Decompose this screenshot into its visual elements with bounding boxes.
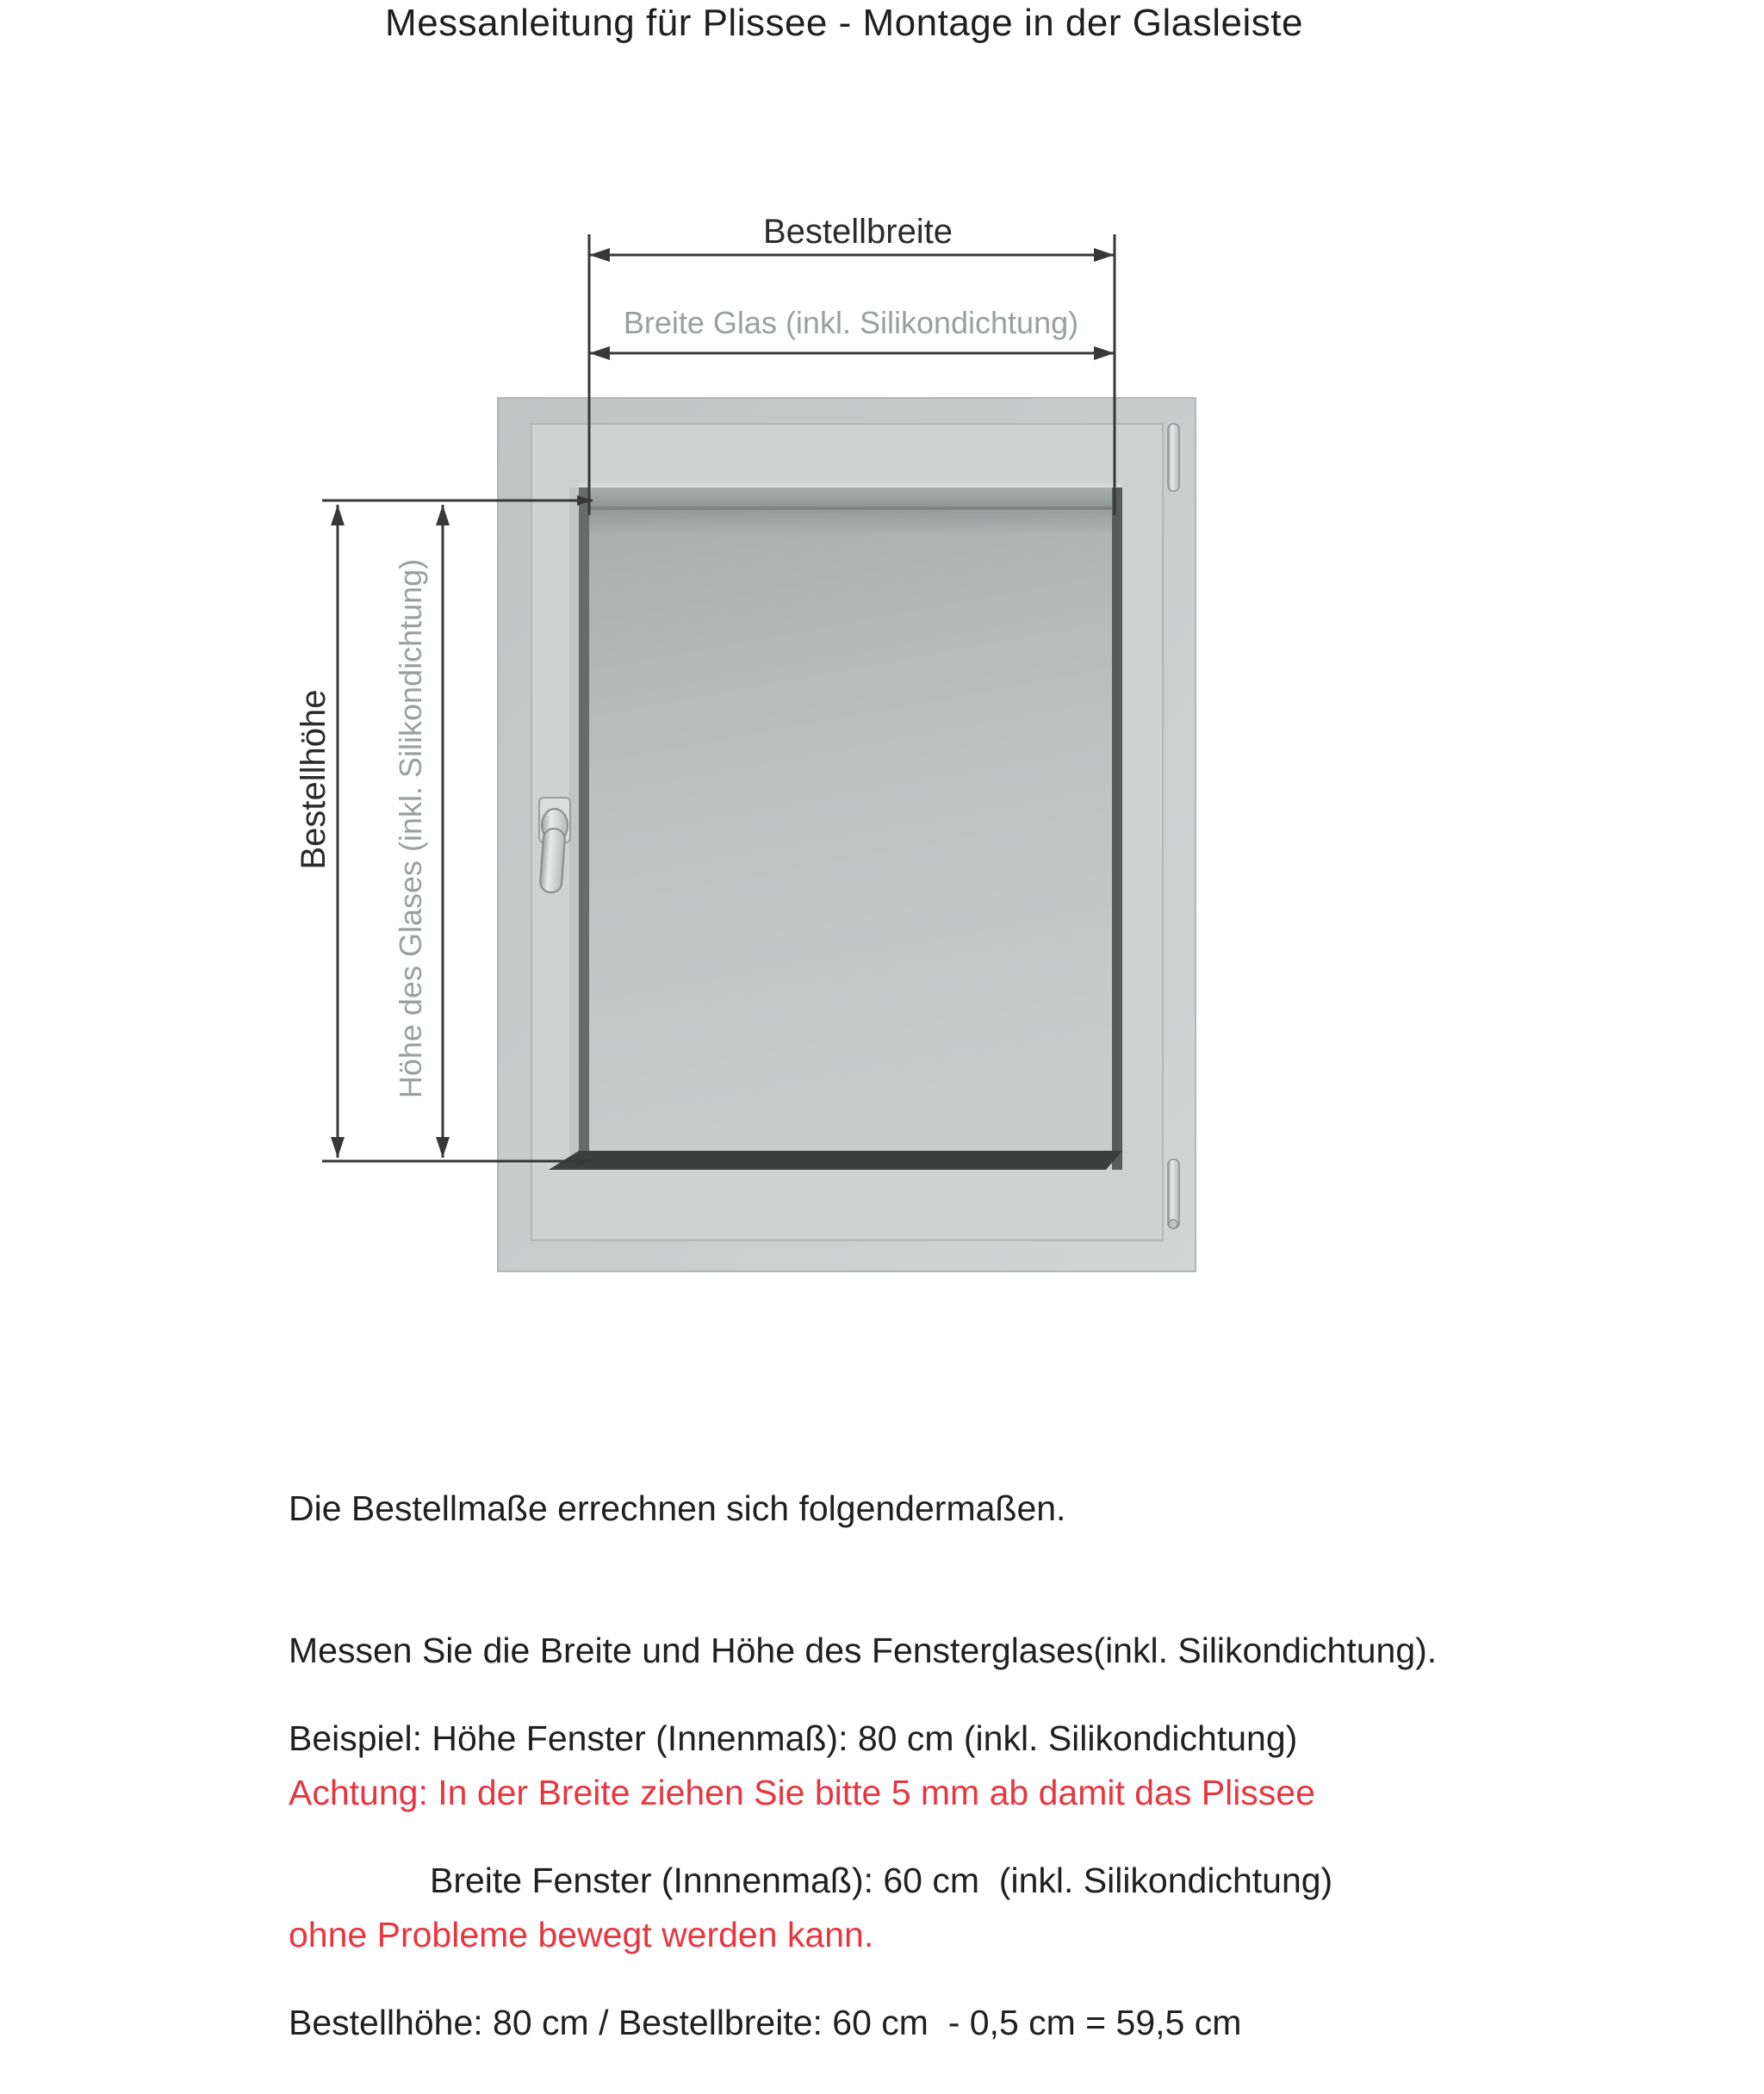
glass-width-label: Breite Glas (inkl. Silikondichtung) [623, 305, 1079, 340]
example-line: Breite Fenster (Innnenmaß): 60 cm (inkl. Silikondichtung) [430, 1861, 1333, 1900]
glazing-bead-left [579, 488, 589, 1170]
hinge-bottom-icon [1168, 1159, 1179, 1228]
instruction-line: Messen Sie die Breite und Höhe des Fensterglases(inkl. Silikondichtung). [289, 1631, 1438, 1670]
glazing-bead-highlight [579, 483, 1122, 488]
order-width-label: Bestellbreite [762, 213, 953, 251]
warning-line: Achtung: In der Breite ziehen Sie bitte 5 mm ab damit das Plissee [289, 1773, 1315, 1812]
glass-height-label: Höhe des Glases (inkl. Silikondichtung) [393, 558, 428, 1099]
hinge-top-icon [1168, 424, 1179, 491]
glazing-bead-top-edge [579, 506, 1122, 510]
window-illustration [498, 398, 1196, 1271]
order-height-label: Bestellhöhe [295, 689, 332, 870]
page-title: Messanleitung für Plissee - Montage in der Glasleiste [385, 2, 1303, 44]
example-line: Bestellhöhe: 80 cm / Bestellbreite: 60 cm - 0,5 cm = 59,5 cm [289, 2003, 1242, 2042]
warning-line: ohne Probleme bewegt werden kann. [289, 1915, 874, 1954]
glass-top-shadow [589, 510, 1112, 536]
example-line: Beispiel: Höhe Fenster (Innenmaß): 80 cm (inkl. Silikondichtung) [289, 1718, 1298, 1758]
glazing-bead-bottom [549, 1151, 1122, 1170]
instruction-line: Die Bestellmaße errechnen sich folgendermaßen. [289, 1488, 1066, 1528]
glazing-bead-right [1112, 488, 1122, 1170]
example-text [289, 1620, 1332, 2094]
window-glass [589, 510, 1112, 1151]
